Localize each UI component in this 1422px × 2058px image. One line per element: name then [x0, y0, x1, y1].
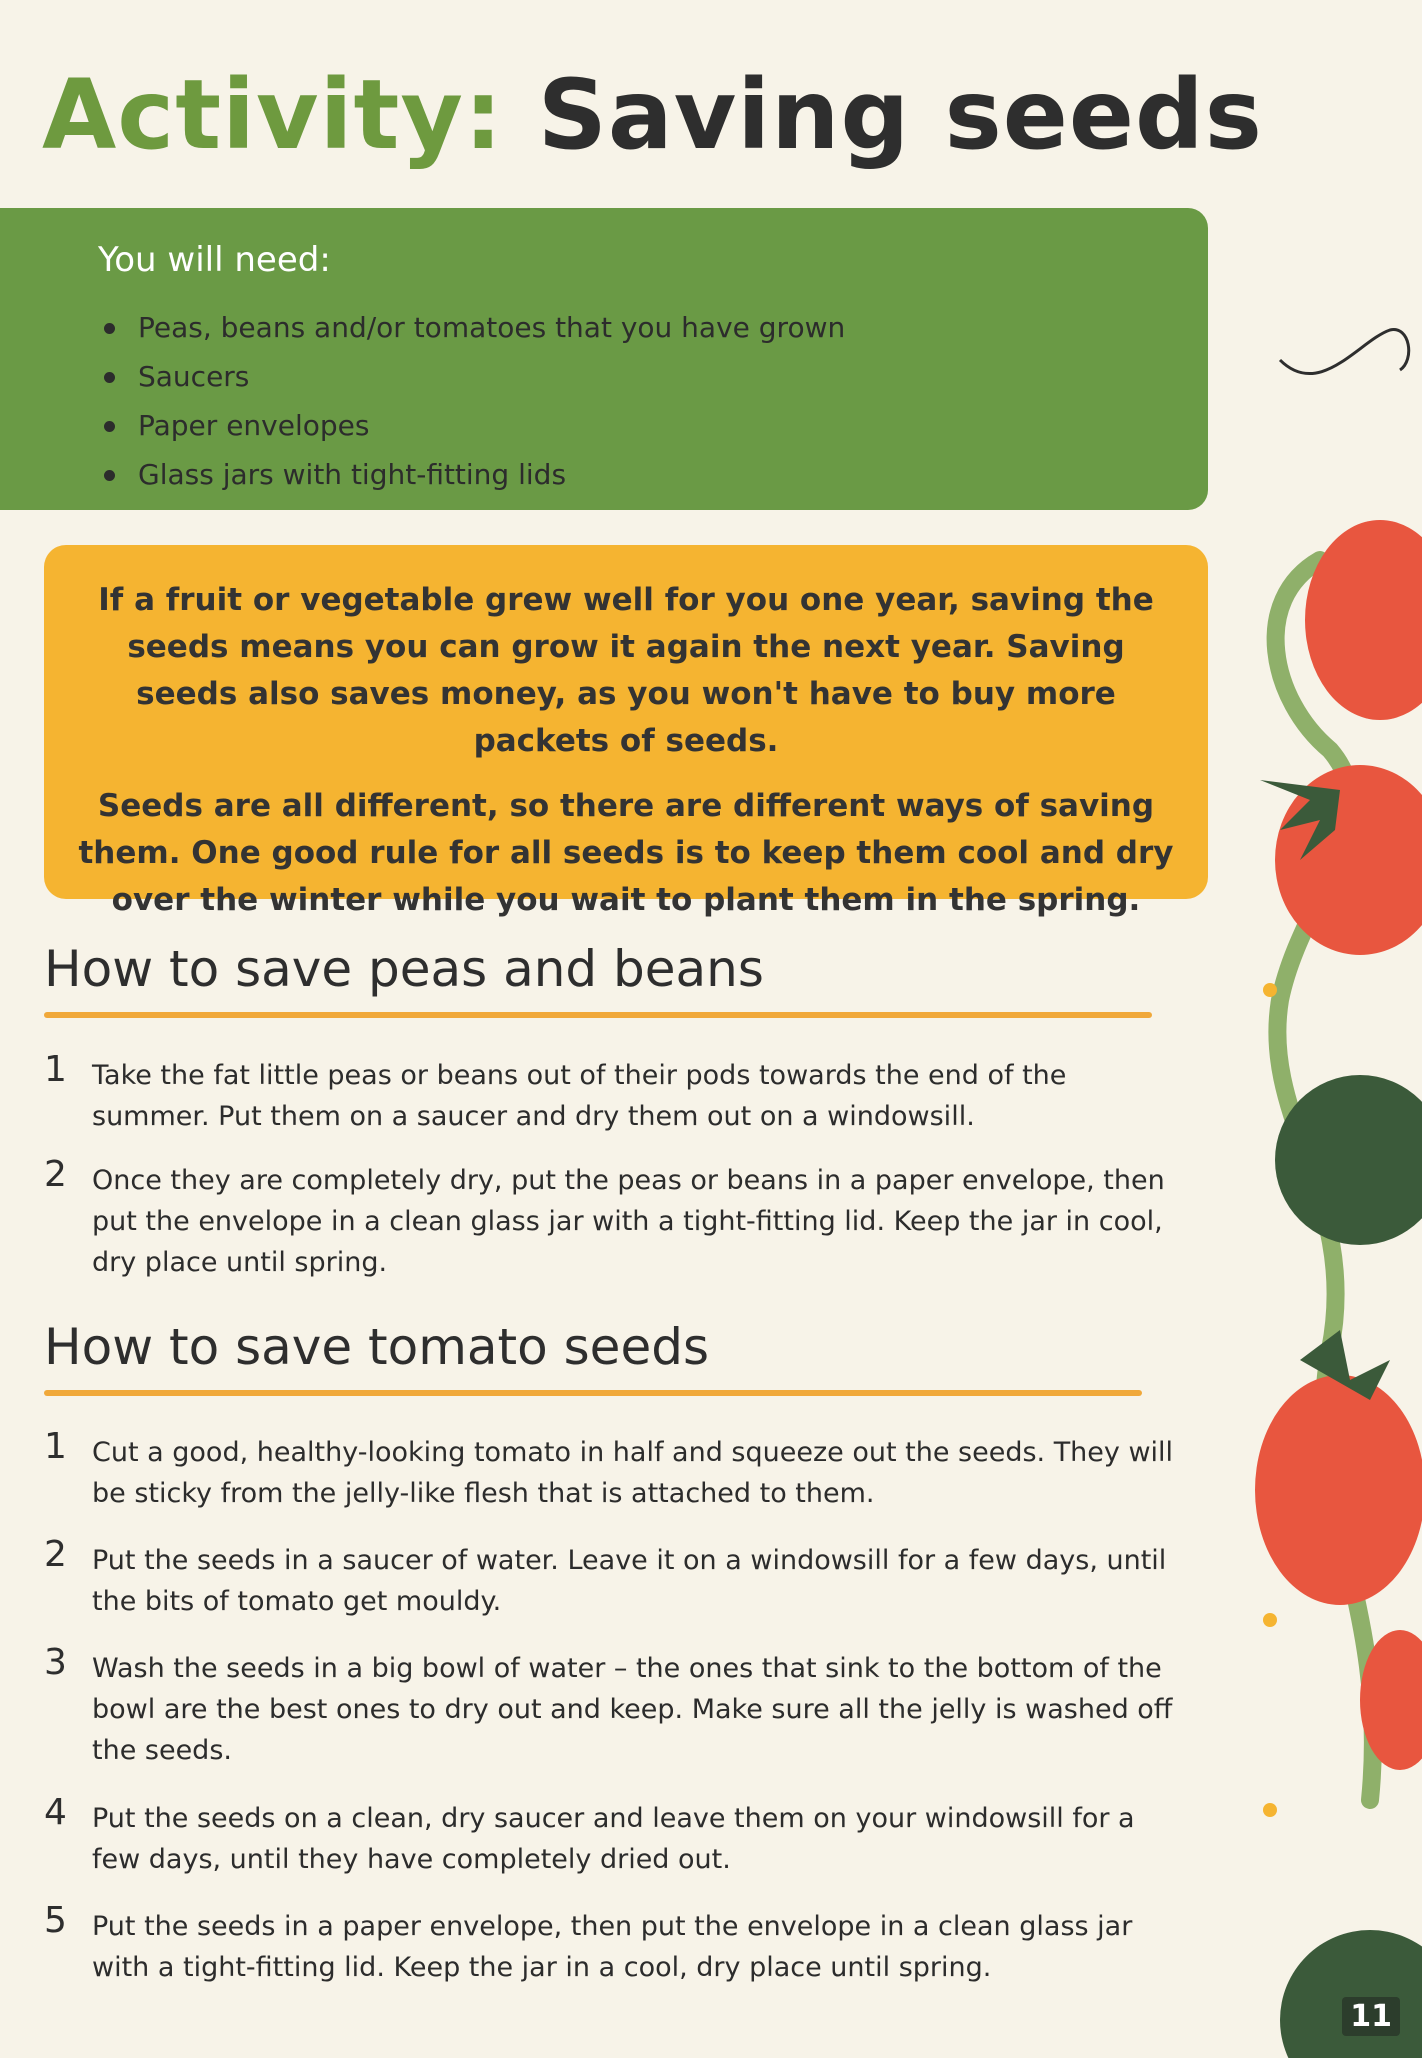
step-item: [44, 1049, 1184, 1137]
step-number: 1: [44, 1426, 67, 1467]
title-prefix: Activity:: [42, 59, 504, 171]
step-text: Take the fat little peas or beans out of their pods towards the end of the summer. Put them on a saucer and dry them out on a windowsill.: [92, 1060, 1067, 1132]
page-title: [42, 58, 1263, 173]
step-number: 5: [44, 1900, 67, 1941]
list-item: Paper envelopes: [98, 401, 845, 450]
vine-tendril: [1280, 330, 1409, 374]
materials-box: [0, 208, 1208, 510]
step-number: 4: [44, 1792, 67, 1833]
intro-paragraph-2: Seeds are all different, so there are different ways of saving them. One good rule for all seeds is to keep them cool and dry over the winter while you wait to plant them in the spring.: [78, 788, 1174, 918]
step-item: [44, 1426, 1184, 1514]
section-heading-peas: How to save peas and beans: [44, 940, 764, 998]
seed-dot-icon: [1263, 1803, 1277, 1817]
step-text: Once they are completely dry, put the peas or beans in a paper envelope, then put the envelope in a clean glass jar with a tight-fitting lid. Keep the jar in cool, dry place until spring.: [92, 1165, 1165, 1278]
step-number: 1: [44, 1049, 67, 1090]
list-item: Glass jars with tight-fitting lids: [98, 450, 845, 499]
heading-underline: [44, 1390, 1142, 1396]
materials-list: [98, 303, 845, 499]
step-item: [44, 1534, 1184, 1622]
list-item: Saucers: [98, 352, 845, 401]
step-text: Put the seeds in a paper envelope, then put the envelope in a clean glass jar with a tight-fitting lid. Keep the jar in a cool, dry place until spring.: [92, 1911, 1133, 1983]
seed-dot-icon: [1263, 983, 1277, 997]
step-item: [44, 1900, 1184, 1988]
strawberry-icon: [1305, 520, 1422, 720]
leaf-icon: [1280, 1930, 1422, 2058]
step-number: 3: [44, 1642, 67, 1683]
step-number: 2: [44, 1534, 67, 1575]
page-number: 11: [1342, 1997, 1400, 2036]
title-main: Saving seeds: [537, 59, 1263, 171]
list-item: Peas, beans and/or tomatoes that you have grown: [98, 303, 845, 352]
seed-dot-icon: [1263, 1613, 1277, 1627]
step-text: Cut a good, healthy-looking tomato in half and squeeze out the seeds. They will be sticky from the jelly-like flesh that is attached to them.: [92, 1437, 1174, 1509]
materials-heading: You will need:: [98, 240, 331, 280]
intro-box: [44, 545, 1208, 918]
heading-underline: [44, 1012, 1152, 1018]
strawberry-decoration: [1240, 300, 1422, 2058]
step-text: Put the seeds on a clean, dry saucer and leave them on your windowsill for a few days, until they have completely dried out.: [92, 1803, 1135, 1875]
step-item: [44, 1154, 1184, 1283]
step-item: [44, 1792, 1184, 1880]
step-item: [44, 1642, 1184, 1771]
step-number: 2: [44, 1154, 67, 1195]
intro-paragraph-1: If a fruit or vegetable grew well for you one year, saving the seeds means you can grow it again the next year. Saving seeds also saves money, as you won't have to buy more packets of seeds.: [98, 582, 1154, 759]
section-heading-tomato: How to save tomato seeds: [44, 1318, 709, 1376]
step-text: Wash the seeds in a big bowl of water – the ones that sink to the bottom of the bowl are the best ones to dry out and keep. Make sure all the jelly is washed off the seeds.: [92, 1653, 1173, 1766]
step-text: Put the seeds in a saucer of water. Leave it on a windowsill for a few days, until the bits of tomato get mouldy.: [92, 1545, 1167, 1617]
strawberry-icon: [1255, 1375, 1422, 1605]
